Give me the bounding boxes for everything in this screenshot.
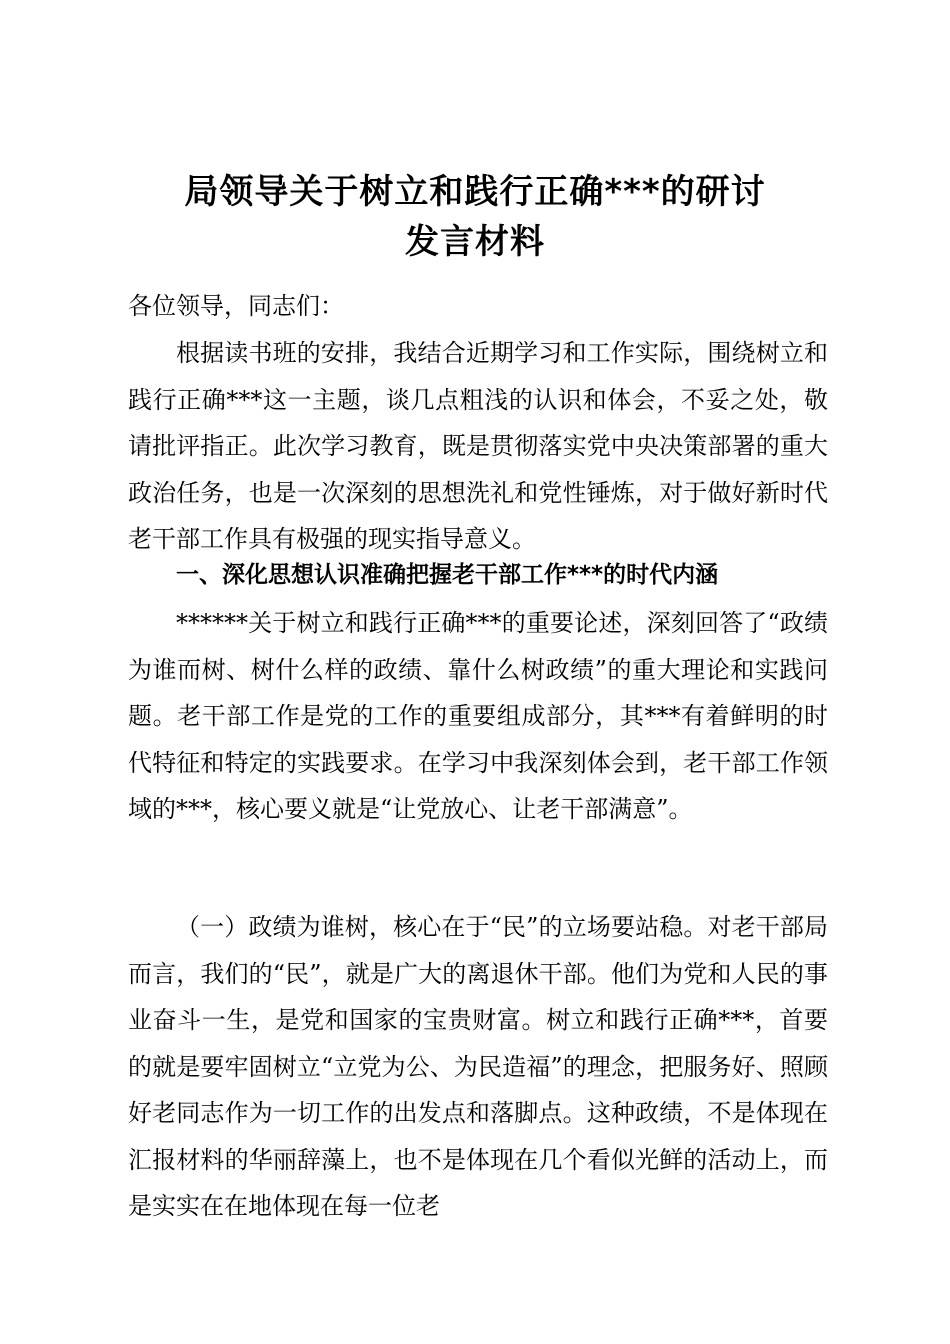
- section-heading-1: 一、深化思想认识准确把握老干部工作***的时代内涵: [176, 562, 719, 588]
- intro-paragraph: 根据读书班的安排，我结合近期学习和工作实际，围绕树立和践行正确***这一主题，谈几点粗浅的认识和体会，不妥之处，敬请批评指正。此次学习教育，既是贯彻落实党中央决策部署的重大政治任务，也是一次深刻的思想洗礼和党性锤炼，对于做好新时代老干部工作具有极强的现实指导意义。: [128, 339, 828, 553]
- document-title-line-2: 发言材料: [405, 222, 545, 262]
- document-title-line-1: 局领导关于树立和践行正确***的研讨: [184, 172, 766, 212]
- salutation: 各位领导，同志们：: [128, 292, 344, 320]
- subsection-1-paragraph: （一）政绩为谁树，核心在于“民”的立场要站稳。对老干部局而言，我们的“民”，就是广大的离退休干部。他们为党和人民的事业奋斗一生，是党和国家的宝贵财富。树立和践行正确***，首要的就是要牢固树立“立党为公、为民造福”的理念，把服务好、照顾好老同志作为一切工作的出发点和落脚点。这种政绩，不是体现在汇报材料的华丽辞藻上，也不是体现在几个看似光鲜的活动上，而是实实在在地体现在每一位老: [128, 913, 828, 1220]
- section-1-paragraph: ******关于树立和践行正确***的重要论述，深刻回答了“政绩为谁而树、树什么样的政绩、靠什么树政绩”的重大理论和实践问题。老干部工作是党的工作的重要组成部分，其***有着鲜明的时代特征和特定的实践要求。在学习中我深刻体会到，老干部工作领域的***，核心要义就是“让党放心、让老干部满意”。: [128, 609, 828, 823]
